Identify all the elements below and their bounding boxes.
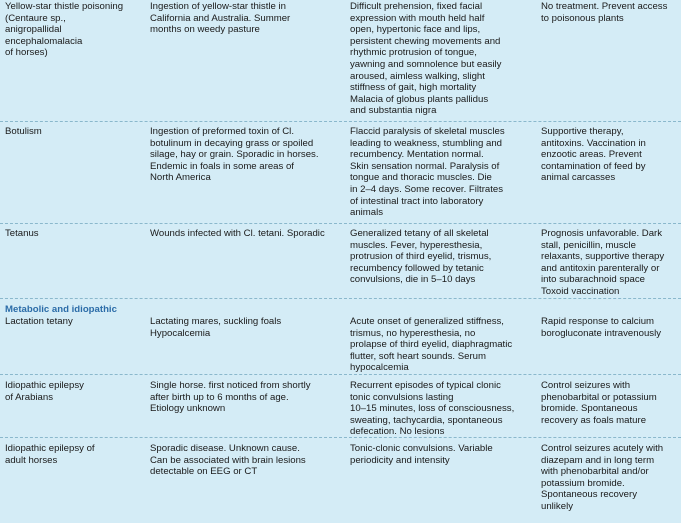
cell-text-line: bromide. Spontaneous (541, 403, 638, 415)
cell-text-line: tongue and thoracic muscles. Die (350, 172, 492, 184)
cell-text-line: Skin sensation normal. Paralysis of (350, 160, 500, 172)
cell-text-line: Single horse. first noticed from shortly (150, 380, 311, 391)
cell-text-line: Control seizures with (541, 380, 631, 391)
cell-text-line: enzootic areas. Prevent (541, 149, 642, 161)
cell-text-line: detectable on EEG or CT (150, 466, 258, 478)
cell-text-line: yawning and somnolence but easily (350, 58, 502, 70)
cell-text-line: into subarachnoid space (541, 274, 646, 286)
table-cell (150, 228, 340, 240)
cell-text-line: Ingestion of yellow-star thistle in (150, 1, 286, 12)
cell-text-line: recumbency. Mentation normal. (350, 149, 484, 161)
cell-text-line: aroused, aimless walking, slight (350, 70, 485, 82)
cell-text-line: expression with mouth held half (350, 12, 485, 24)
cell-text-line: rhythmic protrusion of tongue, (350, 47, 477, 59)
table-cell (541, 126, 679, 184)
table-cell (5, 316, 143, 328)
cell-text-line: Idiopathic epilepsy of (5, 443, 95, 454)
table-cell (541, 316, 679, 339)
cell-text-line: animal carcasses (541, 172, 616, 184)
table-cell (350, 443, 530, 466)
cell-text-line: Difficult prehension, fixed facial (350, 1, 483, 12)
table-cell (150, 126, 340, 184)
cell-text-line: contamination of feed by (541, 160, 646, 172)
cell-text-line: Tetanus (5, 228, 39, 239)
cell-text-line: Prognosis unfavorable. Dark (541, 228, 663, 239)
cell-text-line: to poisonous plants (541, 12, 624, 24)
cell-text-line: flutter, soft heart sounds. Serum (350, 350, 486, 362)
cell-text-line: antitoxins. Vaccination in (541, 137, 646, 149)
row-divider (0, 298, 681, 299)
row-divider (0, 223, 681, 224)
cell-text-line: Control seizures acutely with (541, 443, 664, 454)
cell-text-line: California and Australia. Summer (150, 12, 291, 24)
cell-text-line: anigropallidal (5, 24, 62, 36)
cell-text-line: silage, hay or grain. Sporadic in horses. (150, 149, 319, 161)
cell-text-line: Supportive therapy, (541, 126, 624, 137)
cell-text-line: Toxoid vaccination (541, 285, 620, 297)
cell-text-line: persistent chewing movements and (350, 35, 501, 47)
cell-text-line: potassium bromide. (541, 477, 625, 489)
cell-text-line: protrusion of third eyelid, trismus, (350, 251, 492, 263)
cell-text-line: Generalized tetany of all skeletal (350, 228, 489, 239)
cell-text-line: muscles. Fever, hyperesthesia, (350, 239, 483, 251)
cell-text-line: Tonic-clonic convulsions. Variable (350, 443, 493, 454)
cell-text-line: encephalomalacia (5, 35, 83, 47)
cell-text-line: Lactation tetany (5, 316, 73, 327)
cell-text-line: botulinum in decaying grass or spoiled (150, 137, 314, 149)
cell-text-line: Spontaneous recovery (541, 489, 637, 501)
cell-text-line: defecation. No lesions (350, 426, 445, 438)
cell-text-line: of intestinal tract into laboratory (350, 195, 484, 207)
cell-text-line: Flaccid paralysis of skeletal muscles (350, 126, 505, 137)
cell-text-line: diazepam and in long term (541, 454, 655, 466)
cell-text-line: Lactating mares, suckling foals (150, 316, 282, 327)
table-cell (541, 380, 679, 426)
cell-text-line: unlikely (541, 500, 573, 512)
cell-text-line: leading to weakness, stumbling and (350, 137, 502, 149)
table-cell (350, 380, 530, 438)
cell-text-line: months on weedy pasture (150, 24, 260, 36)
cell-text-line: Hypocalcemia (150, 327, 211, 339)
row-divider (0, 437, 681, 438)
cell-text-line: trismus, no hyperesthesia, no (350, 327, 476, 339)
table-cell (5, 380, 143, 403)
cell-text-line: and substantia nigra (350, 105, 437, 117)
cell-text-line: Sporadic disease. Unknown cause. (150, 443, 300, 454)
table-cell (5, 228, 143, 240)
cell-text-line: animals (350, 207, 384, 219)
cell-text-line: Wounds infected with Cl. tetani. Sporadic (150, 228, 325, 239)
table-cell (5, 126, 143, 138)
table-cell (5, 1, 143, 59)
cell-text-line: prolapse of third eyelid, diaphragmatic (350, 339, 513, 351)
table-cell (350, 126, 530, 219)
cell-text-line: recumbency followed by tetanic (350, 262, 484, 274)
table-cell (350, 228, 530, 286)
table-cell (5, 443, 143, 466)
cell-text-line: sweating, tachycardia, spontaneous (350, 414, 503, 426)
cell-text-line: of horses) (5, 47, 48, 59)
table-cell (350, 316, 530, 374)
cell-text-line: adult horses (5, 454, 58, 466)
cell-text-line: in 2–4 days. Some recover. Filtrates (350, 183, 504, 195)
cell-text-line: open, hypertonic face and lips, (350, 24, 481, 36)
cell-text-line: 10–15 minutes, loss of consciousness, (350, 403, 515, 415)
table-cell (150, 443, 340, 478)
cell-text-line: Ingestion of preformed toxin of Cl. (150, 126, 294, 137)
cell-text-line: Rapid response to calcium (541, 316, 655, 327)
table-cell (541, 443, 679, 513)
cell-text-line: Botulism (5, 126, 42, 137)
cell-text-line: convulsions, die in 5–10 days (350, 274, 476, 286)
cell-text-line: and antitoxin parenterally or (541, 262, 660, 274)
cell-text-line: stiffness of gait, high mortality (350, 82, 477, 94)
table-cell (150, 1, 340, 36)
row-divider (0, 374, 681, 375)
cell-text-line: phenobarbital or potassium (541, 391, 657, 403)
cell-text-line: Recurrent episodes of typical clonic (350, 380, 501, 391)
cell-text-line: tonic convulsions lasting (350, 391, 454, 403)
cell-text-line: with phenobarbital and/or (541, 466, 649, 478)
cell-text-line: after birth up to 6 months of age. (150, 391, 289, 403)
table-cell (350, 1, 530, 117)
row-divider (0, 121, 681, 122)
cell-text-line: Malacia of globus plants pallidus (350, 93, 489, 105)
cell-text-line: Endemic in foals in some areas of (150, 160, 294, 172)
cell-text-line: Idiopathic epilepsy (5, 380, 84, 391)
cell-text-line: No treatment. Prevent access (541, 1, 668, 12)
cell-text-line: Acute onset of generalized stiffness, (350, 316, 504, 327)
cell-text-line: relaxants, supportive therapy (541, 251, 665, 263)
cell-text-line: Yellow-star thistle poisoning (5, 1, 124, 12)
table-cell (541, 1, 679, 24)
cell-text-line: (Centaure sp., (5, 12, 66, 24)
cell-text-line: of Arabians (5, 391, 54, 403)
table-cell (150, 316, 340, 339)
table-cell (541, 228, 679, 298)
cell-text-line: periodicity and intensity (350, 454, 450, 466)
cell-text-line: recovery as foals mature (541, 414, 647, 426)
table-cell (150, 380, 340, 415)
cell-text-line: Can be associated with brain lesions (150, 454, 306, 466)
cell-text-line: borogluconate intravenously (541, 327, 662, 339)
section-heading: Metabolic and idiopathic (5, 304, 117, 315)
cell-text-line: stall, penicillin, muscle (541, 239, 636, 251)
cell-text-line: hypocalcemia (350, 362, 409, 374)
cell-text-line: Etiology unknown (150, 403, 226, 415)
cell-text-line: North America (150, 172, 211, 184)
